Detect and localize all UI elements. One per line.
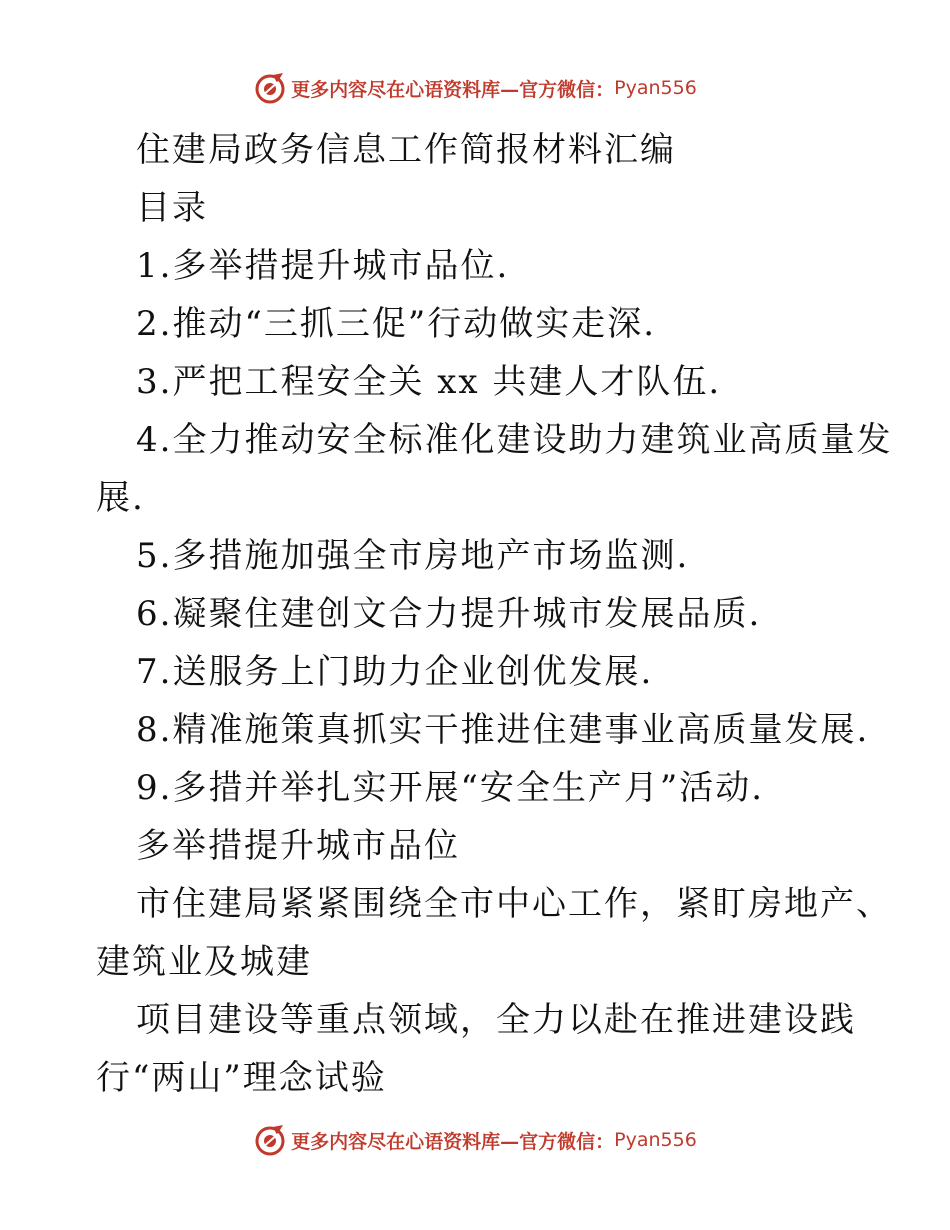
- watermark-wechat-id: Pyan556: [614, 1129, 697, 1151]
- body-paragraph: 市住建局紧紧围绕全市中心工作，紧盯房地产、: [136, 884, 892, 924]
- watermark-text: 更多内容尽在心语资料库—官方微信：: [291, 78, 615, 101]
- toc-item: 2.推动“三抓三促”行动做实走深.: [136, 304, 657, 344]
- brand-logo-icon: [253, 71, 287, 105]
- brand-logo-icon: [253, 1123, 287, 1157]
- document-title: 住建局政务信息工作简报材料汇编: [136, 130, 676, 170]
- body-paragraph: 项目建设等重点领域，全力以赴在推进建设践: [136, 1000, 856, 1040]
- header-watermark: [0, 68, 950, 108]
- toc-item: 8.精准施策真抓实干推进住建事业高质量发展.: [136, 710, 870, 750]
- body-paragraph-continuation: 行“两山”理念试验: [96, 1058, 387, 1098]
- toc-item: 3.严把工程安全关 xx 共建人才队伍.: [136, 362, 722, 402]
- watermark-wechat-id: Pyan556: [614, 77, 697, 99]
- body-paragraph-continuation: 建筑业及城建: [96, 942, 312, 982]
- toc-item: 1.多举措提升城市品位.: [136, 246, 510, 286]
- toc-item: 4.全力推动安全标准化建设助力建筑业高质量发: [136, 420, 893, 460]
- document-body: [96, 121, 893, 1107]
- toc-item: 9.多措并举扎实开展“安全生产月”活动.: [136, 768, 765, 808]
- section-heading: 多举措提升城市品位: [136, 826, 460, 866]
- toc-heading: 目录: [136, 188, 208, 228]
- toc-item-continuation: 展.: [96, 478, 145, 518]
- watermark-text: 更多内容尽在心语资料库—官方微信：: [291, 1130, 615, 1153]
- toc-item: 5.多措施加强全市房地产市场监测.: [136, 536, 690, 576]
- toc-item: 7.送服务上门助力企业创优发展.: [136, 652, 654, 692]
- footer-watermark: [0, 1120, 950, 1160]
- toc-item: 6.凝聚住建创文合力提升城市发展品质.: [136, 594, 762, 634]
